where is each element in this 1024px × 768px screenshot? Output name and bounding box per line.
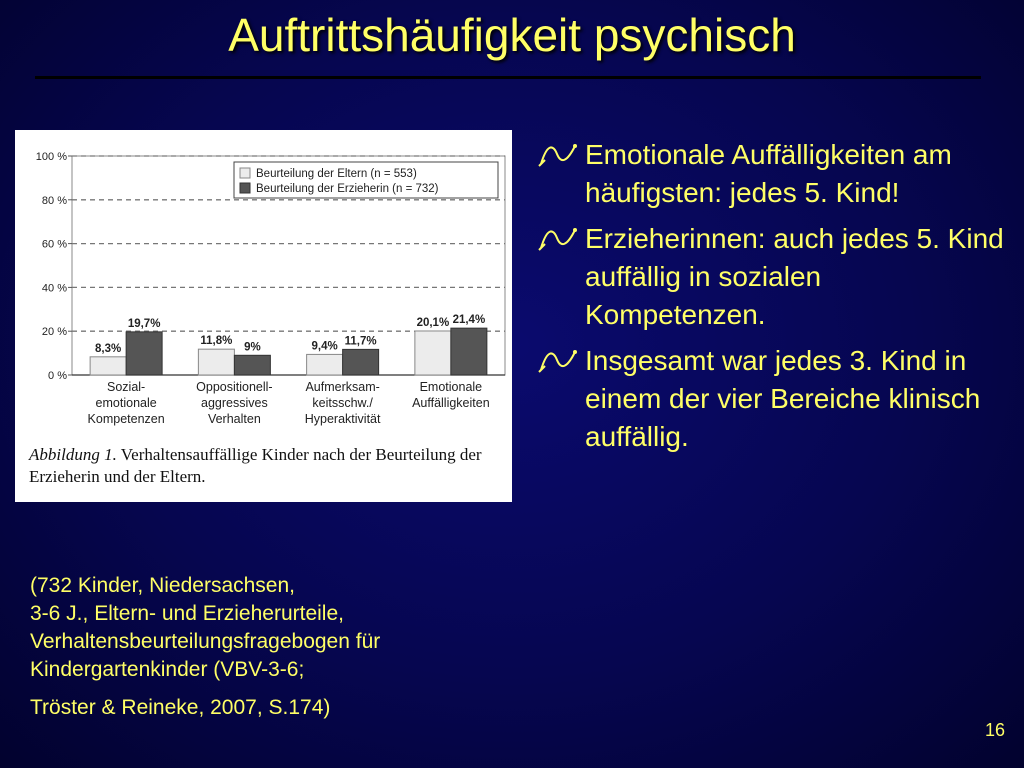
y-tick-label: 60 % [41,238,67,251]
bullet-text: Insgesamt war jedes 3. Kind in einem der vier Bereiche klinisch auffällig. [585,345,981,452]
y-tick-label: 80 % [41,194,67,207]
page-number: 16 [984,720,1006,740]
y-tick-label: 20 % [41,326,67,339]
source-line: Kindergartenkinder (VBV-3-6; [30,658,305,681]
category-label: keitsschw./ [312,396,373,410]
bar [451,328,487,375]
data-label: 8,3% [95,342,122,355]
category-label: Hyperaktivität [304,412,381,426]
bullet-item [535,342,1005,456]
category-label: Auffälligkeiten [412,396,490,410]
data-label: 11,7% [344,335,377,348]
bullet-text: Emotionale Auffälligkeiten am häufigsten: jedes 5. Kind! [585,139,952,208]
legend-label: Beurteilung der Eltern (n = 553) [256,168,417,180]
category-label: Aufmerksam- [305,380,380,394]
bar [198,349,234,375]
bar [415,331,451,375]
slide-title: Auftrittshäufigkeit psychisch [228,9,796,61]
caption-label: Abbildung 1. [29,445,117,464]
pen-bullet-icon [537,346,579,374]
bar [307,354,343,375]
y-tick-label: 100 % [35,151,67,163]
source-line: Verhaltensbeurteilungsfragebogen für [30,630,381,653]
category-label: emotionale [95,396,157,410]
bar [343,349,379,375]
bar-chart [15,130,512,440]
data-label: 9% [244,341,261,354]
pen-bullet-icon [537,224,579,252]
source-line: (732 Kinder, Niedersachsen, [30,574,295,597]
category-label: Emotionale [419,380,483,394]
data-label: 11,8% [200,335,233,348]
bar [90,357,126,375]
caption-text: Verhaltensauffällige Kinder nach der Beurteilung der Erzieherin und der Eltern. [29,445,482,486]
source-reference: Tröster & Reineke, 2007, S.174) [30,696,331,719]
source-note [30,572,490,722]
source-line: 3-6 J., Eltern- und Erzieherurteile, [30,602,344,625]
bar [126,332,162,375]
bullet-item [535,220,1005,334]
data-label: 19,7% [127,317,161,330]
data-label: 20,1% [416,316,450,329]
category-label: Sozial- [107,380,146,394]
legend-label: Beurteilung der Erzieherin (n = 732) [256,183,439,195]
bullet-text: Erzieherinnen: auch jedes 5. Kind auffällig in sozialen Kompetenzen. [585,223,1004,330]
figure-caption [29,444,499,488]
y-tick-label: 0 % [48,370,67,382]
category-label: aggressives [201,396,268,410]
data-label: 9,4% [311,340,338,353]
bullet-list [535,136,1005,464]
y-tick-label: 40 % [41,282,67,295]
legend-swatch [240,183,250,193]
bullet-item [535,136,1005,212]
chart-figure [15,130,512,502]
data-label: 21,4% [452,314,486,327]
title-divider [35,76,981,79]
category-label: Verhalten [207,412,261,426]
pen-bullet-icon [537,140,579,168]
bar [234,355,270,375]
category-label: Oppositionell- [196,380,273,394]
category-label: Kompetenzen [87,412,165,426]
legend-swatch [240,168,250,178]
